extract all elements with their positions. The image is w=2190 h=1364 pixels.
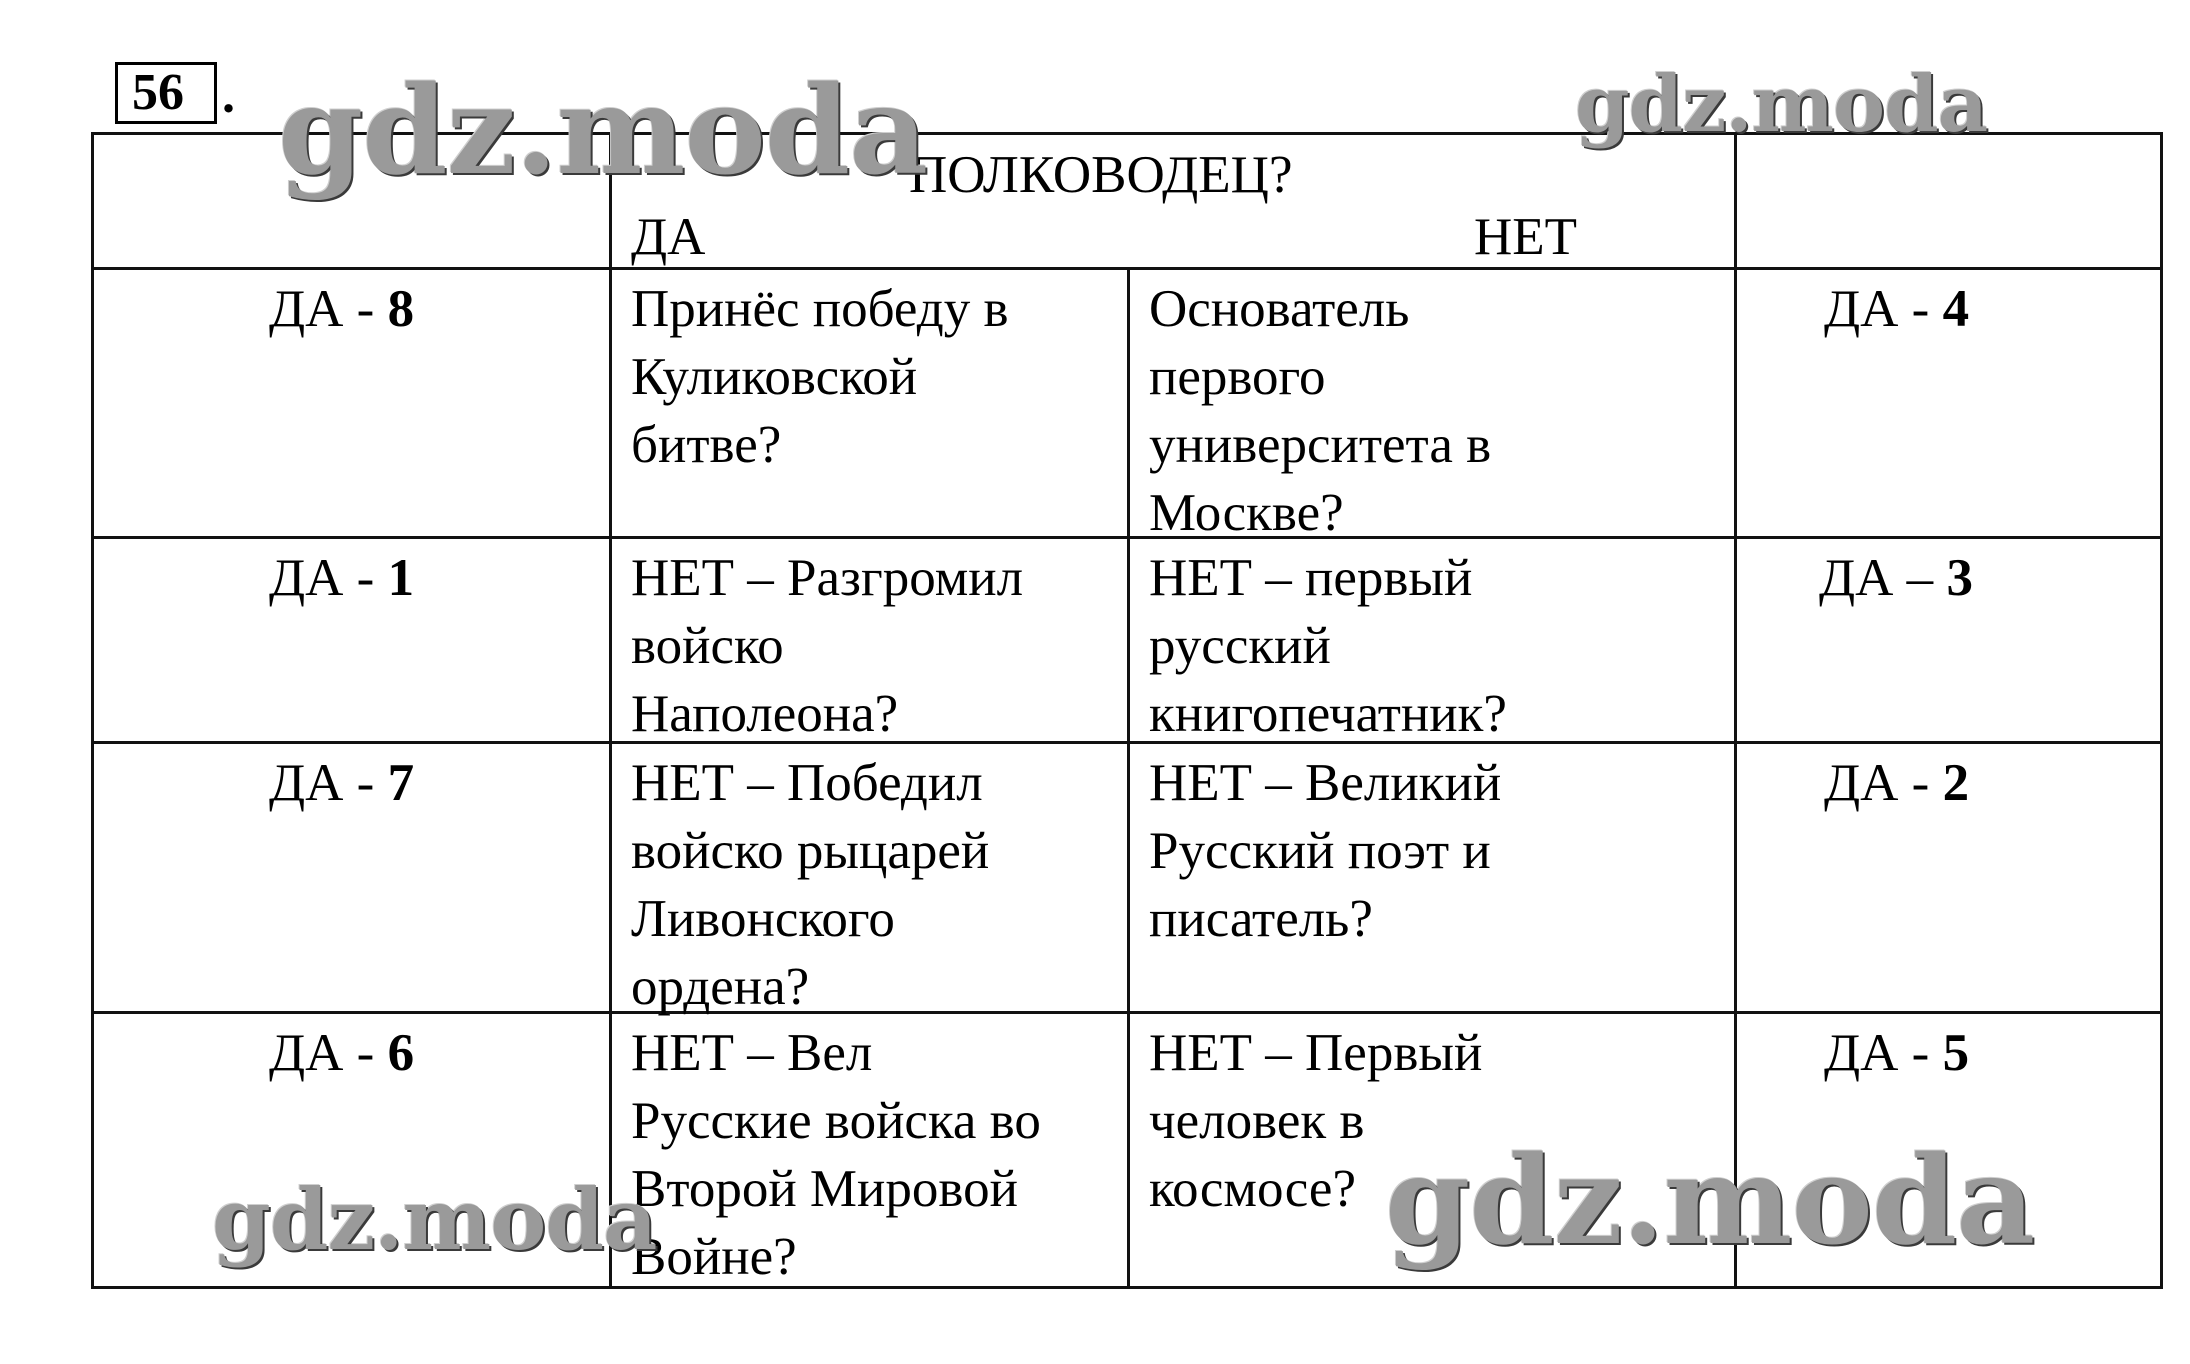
answer-table <box>91 132 2163 1289</box>
table-row-3-right: ДА - 2 <box>1824 754 1970 812</box>
table-row-2-right: ДА – 3 <box>1819 549 1973 607</box>
table-row-3-left: ДА - 7 <box>269 754 415 812</box>
table-row-3-question-yes: НЕТ – Победил войско рыцарей Ливонского ордена? <box>631 754 990 1016</box>
table-row-1-right: ДА - 4 <box>1824 280 1970 338</box>
watermark-3: gdz.moda <box>212 1170 657 1269</box>
exercise-number-dot: . <box>222 67 235 124</box>
table-row-4-question-no: НЕТ – Первый человек в космосе? <box>1149 1024 1483 1218</box>
exercise-number: 56 <box>115 62 217 124</box>
watermark-4: gdz.moda <box>1385 1128 2035 1272</box>
header-yes: ДА <box>631 208 706 266</box>
table-row-1-question-yes: Принёс победу в Куликовской битве? <box>631 280 1009 474</box>
table-row-3-question-no: НЕТ – Великий Русский поэт и писатель? <box>1149 754 1502 948</box>
table-row-2-left: ДА - 1 <box>269 549 415 607</box>
table-row-2-question-yes: НЕТ – Разгромил войско Наполеона? <box>631 549 1024 743</box>
header-title: ПОЛКОВОДЕЦ? <box>909 146 1293 204</box>
table-row-1-question-no: Основатель первого университета в Москве? <box>1149 280 1492 542</box>
watermark-2: gdz.moda <box>1575 59 1988 150</box>
header-no: НЕТ <box>1474 208 1578 266</box>
table-row-4-right: ДА - 5 <box>1824 1024 1970 1082</box>
watermark-1: gdz.moda <box>278 58 928 202</box>
table-row-2-question-no: НЕТ – первый русский книгопечатник? <box>1149 549 1507 743</box>
table-row-4-question-yes: НЕТ – Вел Русские войска во Второй Мировой Войне? <box>631 1024 1041 1286</box>
table-row-1-left: ДА - 8 <box>269 280 415 338</box>
table-row-4-left: ДА - 6 <box>269 1024 415 1082</box>
